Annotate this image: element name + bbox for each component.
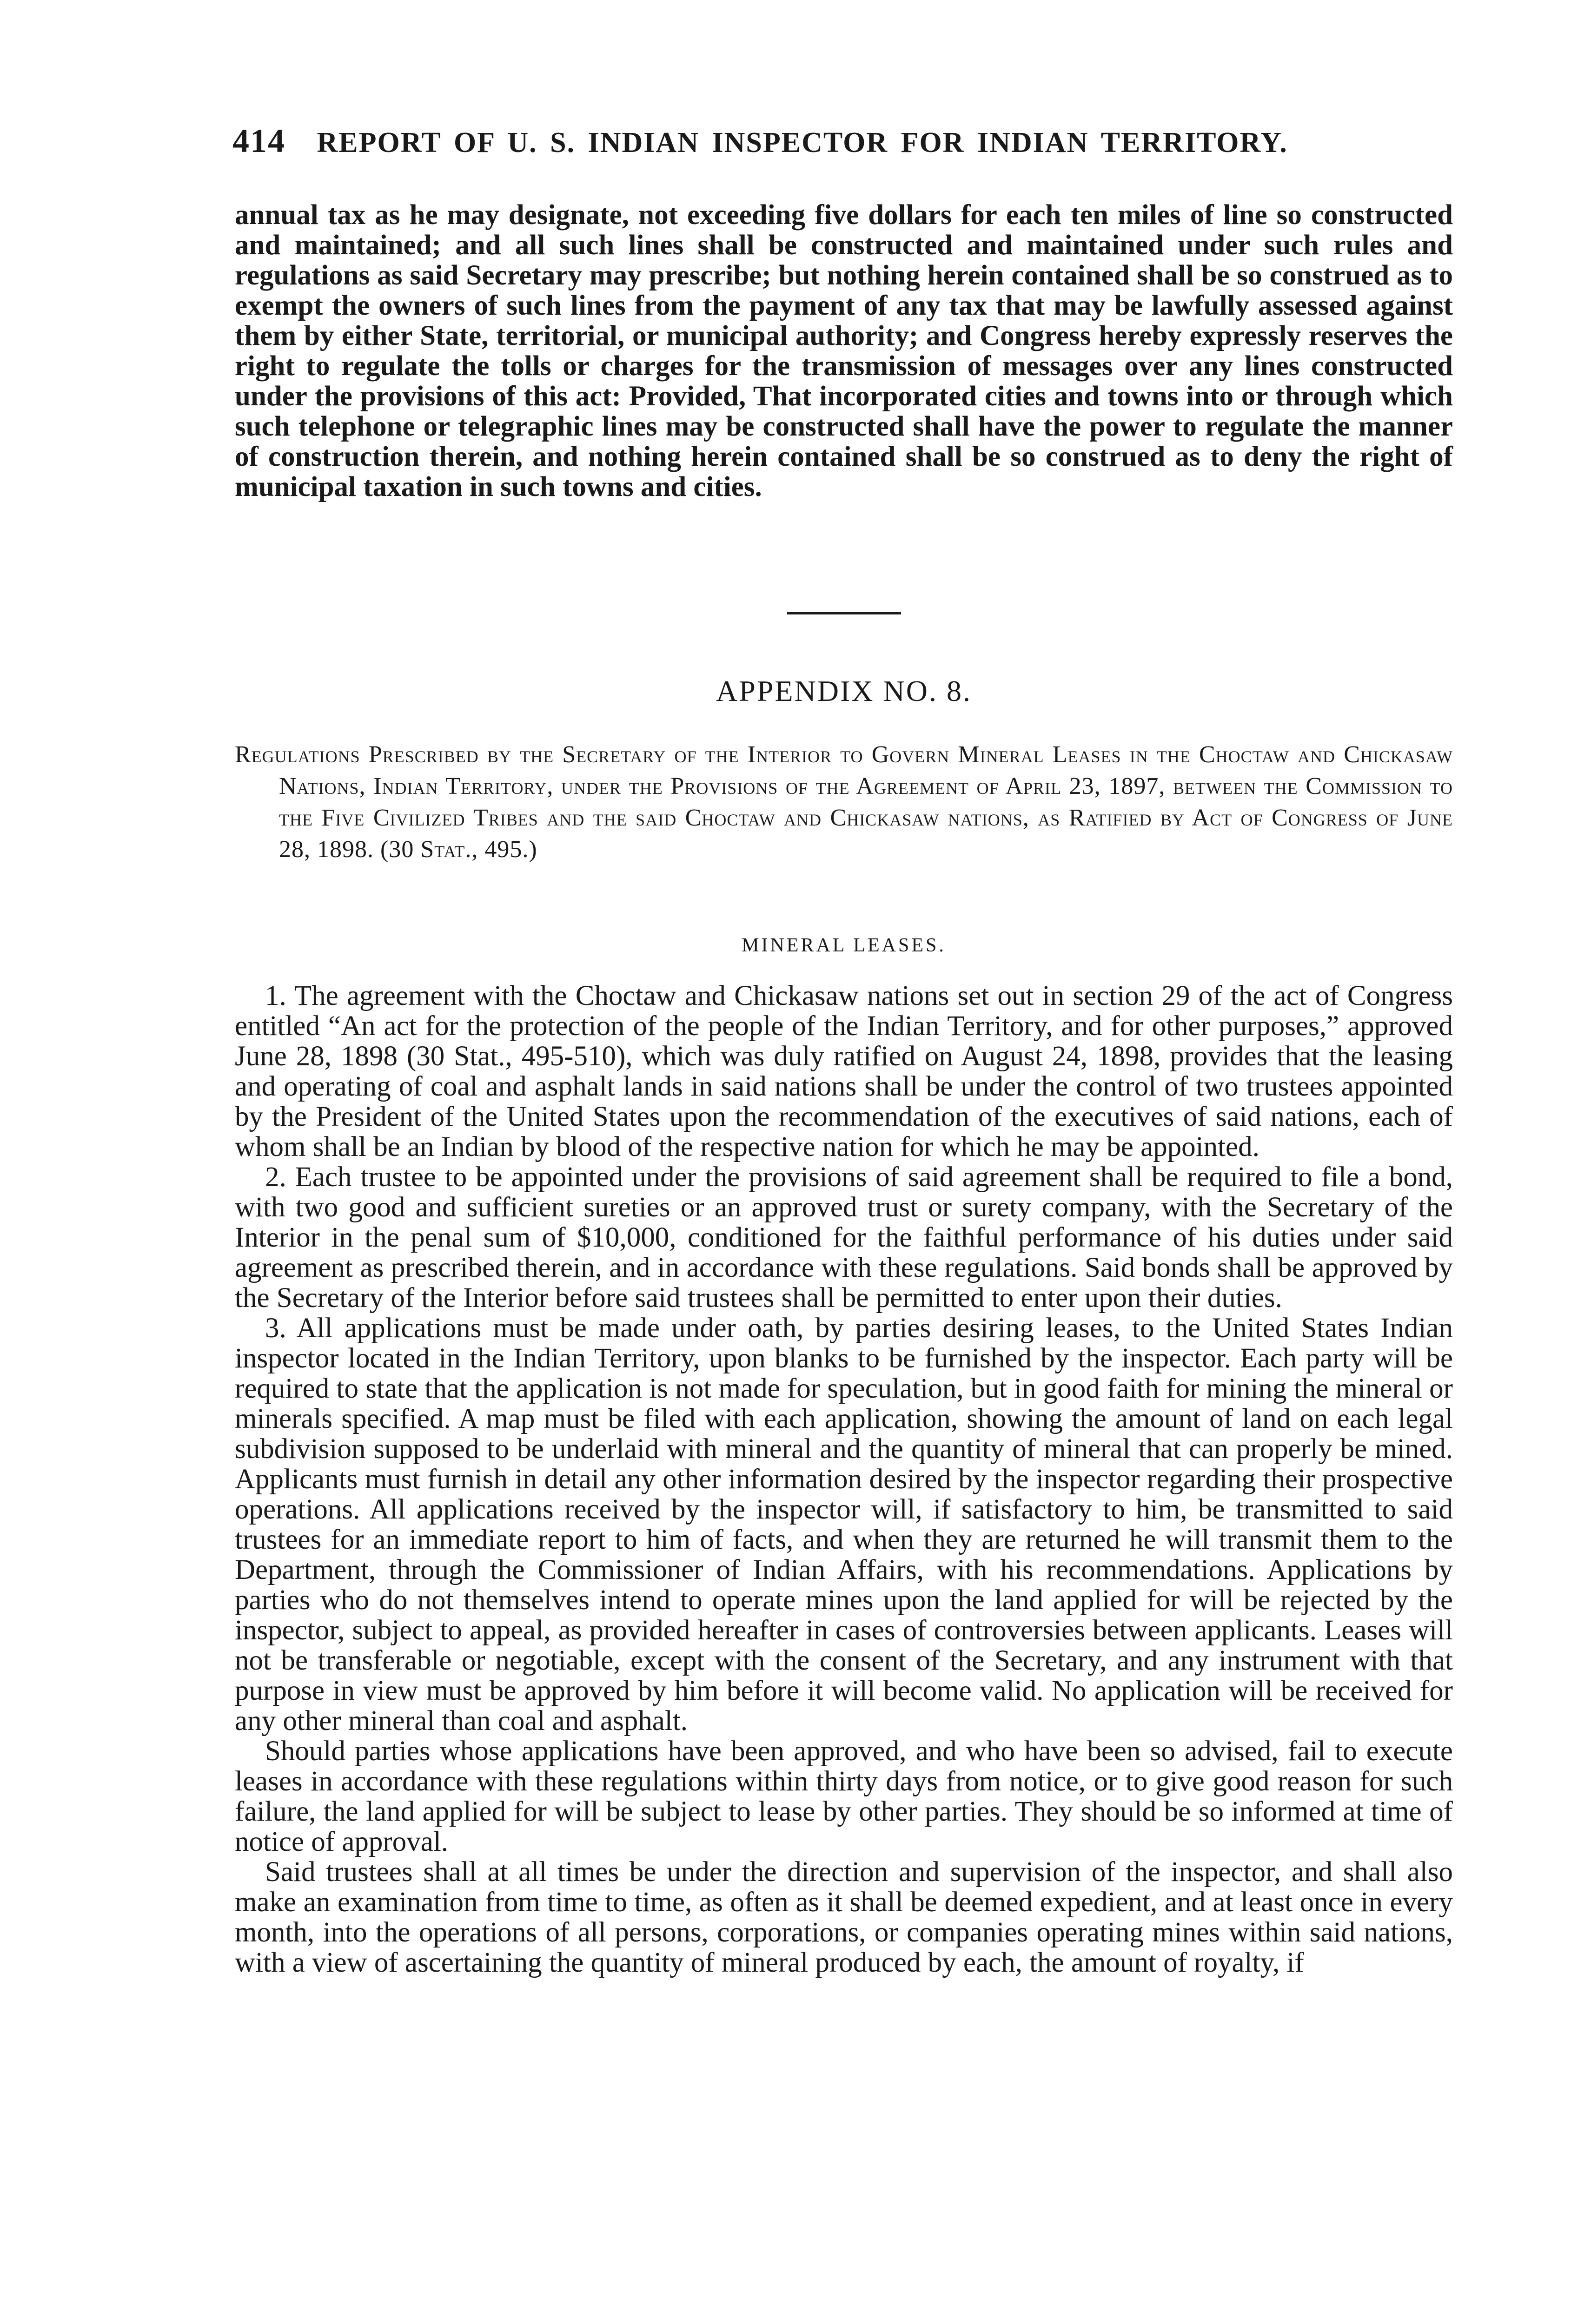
paragraph-1: 1. The agreement with the Choctaw and Chickasaw nations set out in section 29 of the act of Congress entitled “An act for the protection of the people of the Indian Territory, and for other purposes,” approved June 28, 1898 (30 Stat., 495-510), which was duly ratified on August 24, 1898, provides that the leasing and operating of coal and asphalt lands in said nations shall be under the control of two trustees appointed by the President of the United States upon the recommendation of the executives of said nations, each of whom shall be an Indian by blood of the respective nation for which he may be appointed. (235, 980, 1453, 1162)
page-header (232, 122, 1451, 164)
paragraph-3: 3. All applications must be made under oath, by parties desiring leases, to the United States Indian inspector located in the Indian Territory, upon blanks to be furnished by the inspector. Each party will be required to state that the application is not made for speculation, but in good faith for mining the mineral or minerals specified. A map must be filed with each application, showing the amount of land on each legal subdivision supposed to be underlaid with mineral and the quantity of mineral that can properly be mined. Applicants must furnish in detail any other information desired by the inspector regarding their prospective operations. All applications received by the inspector will, if satisfactory to him, be transmitted to said trustees for an immediate report to him of facts, and when they are returned he will transmit them to the Department, through the Commissioner of Indian Affairs, with his recommendations. Applications by parties who do not themselves intend to operate mines upon the land applied for will be rejected by the inspector, subject to appeal, as provided hereafter in cases of controversies between applicants. Leases will not be transferable or negotiable, except with the consent of the Secretary, and any instrument with that purpose in view must be approved by him before it will become valid. No application will be received for any other mineral than coal and asphalt. (235, 1313, 1453, 1736)
paragraph-2: 2. Each trustee to be appointed under the provisions of said agreement shall be required to file a bond, with two good and sufficient sureties or an approved trust or surety company, with the Secretary of the Interior in the penal sum of $10,000, conditioned for the faithful performance of his duties under said agreement as prescribed therein, and in accordance with these regulations. Said bonds shall be approved by the Secretary of the Interior before said trustees shall be permitted to enter upon their duties. (235, 1162, 1453, 1314)
regulations-body (235, 981, 1453, 1978)
section-divider (787, 612, 901, 614)
paragraph-4: Should parties whose applications have been approved, and who have been so advised, fail to execute leases in accordance with these regulations within thirty days from notice, or to give good reason for such failure, the land applied for will be subject to lease by other parties. They should be so informed at time of notice of approval. (235, 1736, 1453, 1857)
page-number: 414 (232, 122, 285, 159)
appendix-title: APPENDIX NO. 8. (716, 674, 972, 707)
section-heading: MINERAL LEASES. (742, 935, 946, 956)
regulations-title: Regulations Prescribed by the Secretary of the Interior to Govern Mineral Leases in the Choctaw and Chickasaw Nations, Indian Territory, under the Provisions of the Agreement of April 23, 1897, between the Commission to the Five Civilized Tribes and the said Choctaw and Chickasaw nations, as Ratified by Act of Congress of June 28, 1898. (30 Stat., 495.) (235, 741, 1453, 863)
paragraph-5: Said trustees shall at all times be under the direction and supervision of the inspector, and shall also make an examination from time to time, as often as it shall be deemed expedient, and at least once in every month, into the operations of all persons, corporations, or companies operating mines within said nations, with a view of ascertaining the quantity of mineral produced by each, the amount of royalty, if (235, 1856, 1453, 1978)
running-title: REPORT OF U. S. INDIAN INSPECTOR FOR INDIAN TERRITORY. (317, 127, 1288, 158)
intro-paragraph: annual tax as he may designate, not exceeding five dollars for each ten miles of line so constructed and maintained; and all such lines shall be constructed and maintained under such rules and regulations as said Secretary may prescribe; but nothing herein contained shall be so construed as to exempt the owners of such lines from the payment of any tax that may be lawfully assessed against them by either State, territorial, or municipal authority; and Congress hereby expressly reserves the right to regulate the tolls or charges for the transmission of messages over any lines constructed under the provisions of this act: Provided, That incorporated cities and towns into or through which such telephone or telegraphic lines may be constructed shall have the power to regulate the manner of construction therein, and nothing herein contained shall be so construed as to deny the right of municipal taxation in such towns and cities. (235, 199, 1453, 502)
intro-paragraph-block (235, 200, 1453, 502)
